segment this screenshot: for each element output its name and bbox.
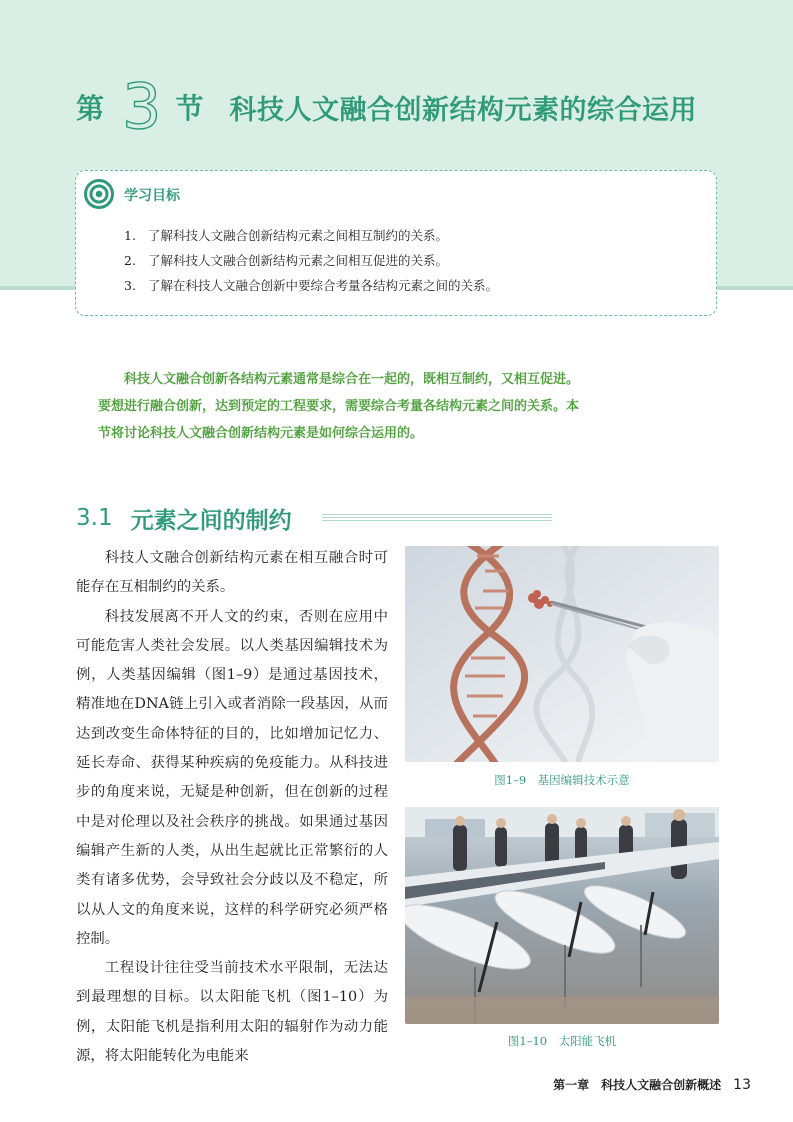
solar-aircraft-figure xyxy=(405,807,719,1024)
intro-line: 科技人文融合创新各结构元素通常是综合在一起的，既相互制约，又相互促进。 xyxy=(124,372,580,387)
section-prefix: 第 xyxy=(76,92,105,125)
section-name: 科技人文融合创新结构元素的综合运用 xyxy=(229,94,697,126)
learning-goals-list xyxy=(124,223,498,298)
intro-paragraph xyxy=(98,366,674,447)
section-suffix: 节 xyxy=(175,92,204,125)
dna-illustration xyxy=(405,546,719,762)
page-footer xyxy=(553,1076,751,1093)
subsection-rule xyxy=(322,514,552,521)
gene-editing-figure xyxy=(405,546,719,762)
list-item: 3. 了解在科技人文融合创新中要综合考量各结构元素之间的关系。 xyxy=(124,278,499,293)
footer-chapter: 第一章 科技人文融合创新概述 xyxy=(553,1078,722,1092)
list-item: 2. 了解科技人文融合创新结构元素之间相互促进的关系。 xyxy=(124,253,449,268)
subsection-title: 元素之间的制约 xyxy=(130,507,292,534)
page-number: 13 xyxy=(733,1076,751,1093)
figure-caption: 图1–10 太阳能飞机 xyxy=(507,1034,617,1048)
subsection-heading xyxy=(76,500,292,536)
learning-goals-box xyxy=(75,170,717,316)
subsection-number: 3.1 xyxy=(76,505,113,531)
solar-aircraft-photo xyxy=(405,807,719,1024)
section-title xyxy=(76,72,697,142)
list-item: 1. 了解科技人文融合创新结构元素之间相互制约的关系。 xyxy=(124,228,449,243)
intro-line: 要想进行融合创新，达到预定的工程要求，需要综合考量各结构元素之间的关系。本 xyxy=(98,399,580,414)
body-paragraph: 科技人文融合创新结构元素在相互融合时可能存在互相制约的关系。 xyxy=(76,550,388,596)
body-paragraph: 科技发展离不开人文的约束，否则在应用中可能危害人类社会发展。以人类基因编辑技术为例，人类基因编辑（图1–9）是通过基因技术，精准地在DNA链上引入或者消除一段基因，从而达到改变生命体特征的目的，比如增加记忆力、延长寿命、获得某种疾病的免疫能力。从科技进步的角度来说，无疑是种创新，但在创新的过程中是对伦理以及社会秩序的挑战。如果通过基因编辑产生新的人类，从出生起就比正常繁衍的人类有诸多优势，会导致社会分歧以及不稳定，所以从人文的角度来说，这样的科学研究必须严格控制。 xyxy=(76,608,388,947)
intro-line: 节将讨论科技人文融合创新结构元素是如何综合运用的。 xyxy=(98,426,424,441)
section-number: 3 xyxy=(122,70,162,143)
figure-caption: 图1–9 基因编辑技术示意 xyxy=(494,773,630,787)
body-paragraph: 工程设计往往受当前技术水平限制，无法达到最理想的目标。以太阳能飞机（图1–10）为例，太阳能飞机是指利用太阳的辐射作为动力能源，将太阳能转化为电能来 xyxy=(76,960,388,1065)
target-icon xyxy=(84,179,114,209)
body-text xyxy=(76,544,388,1071)
learning-goals-title: 学习目标 xyxy=(124,188,180,204)
